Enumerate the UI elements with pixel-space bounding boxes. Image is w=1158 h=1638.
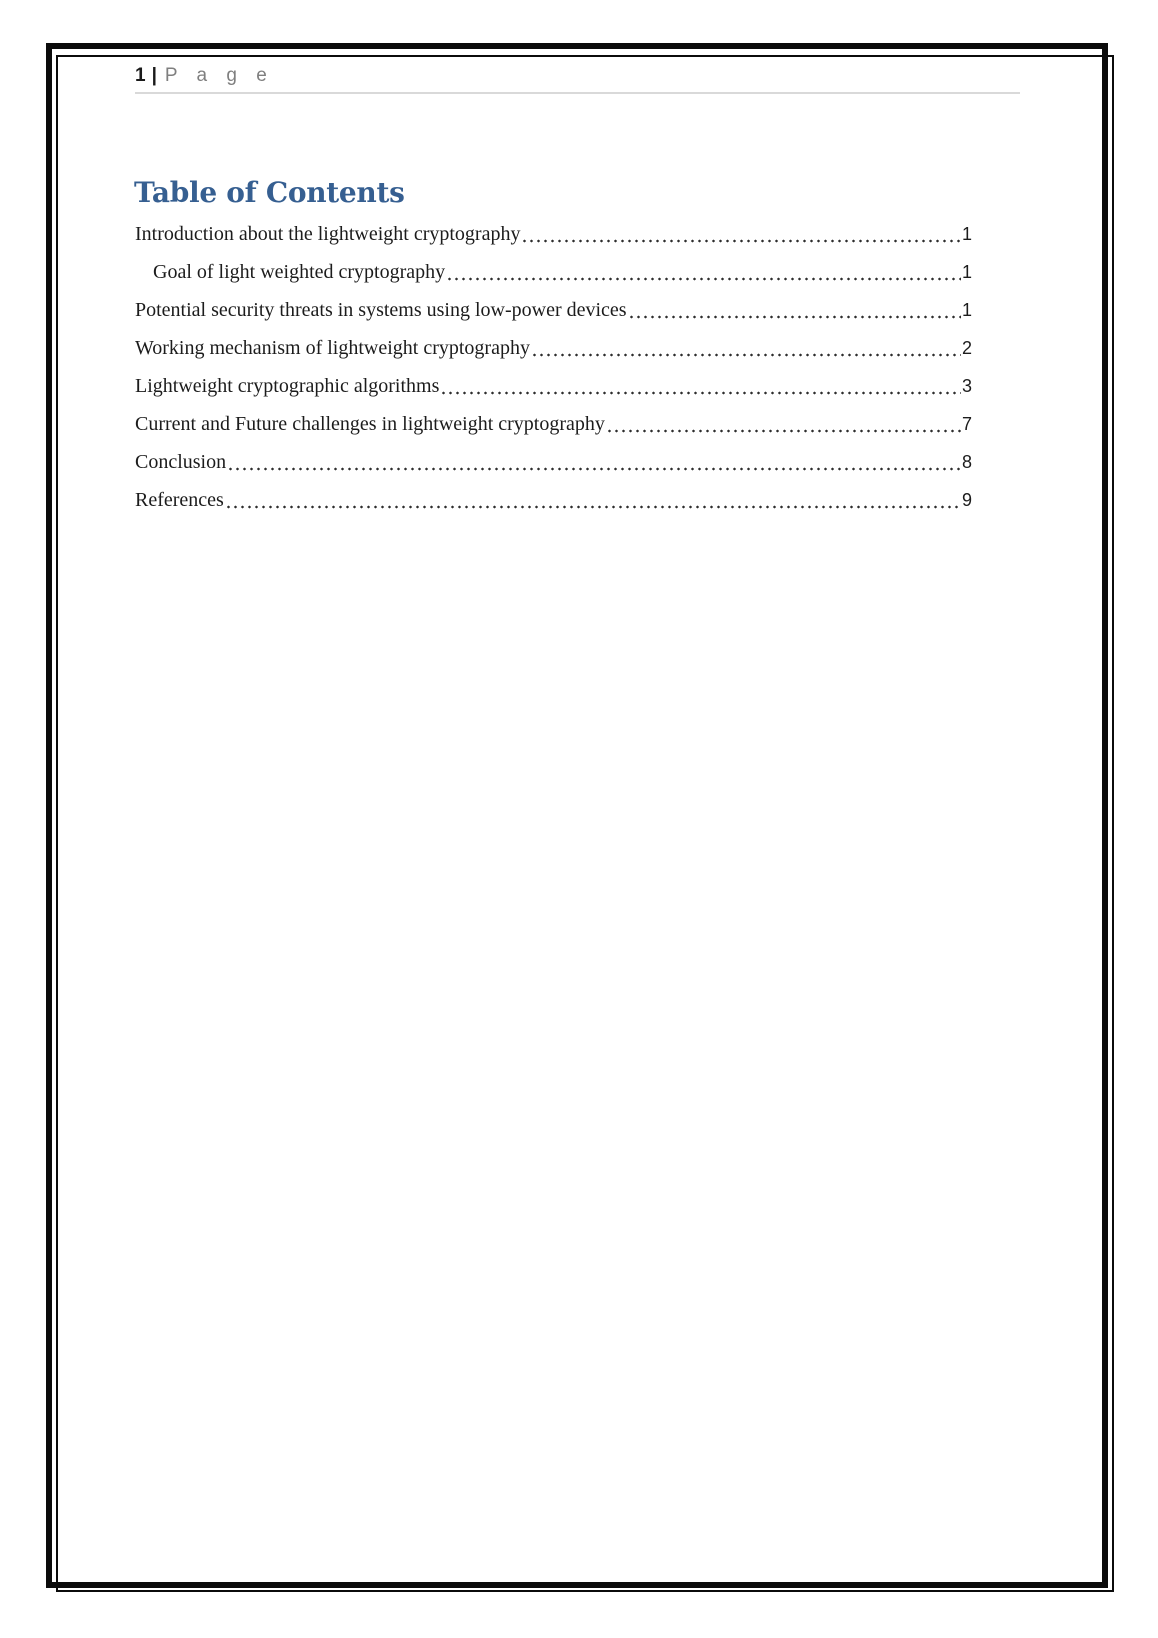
toc-entry[interactable] <box>135 412 972 436</box>
toc-entry-page: 1 <box>961 300 972 320</box>
dot-leader <box>440 374 961 398</box>
toc-entry-label: Potential security threats in systems using low-power devices <box>135 299 627 321</box>
header-page-label: P a g e <box>164 65 274 86</box>
toc-entry[interactable] <box>135 336 972 360</box>
header-page-number: 1 <box>135 65 146 86</box>
toc-title: Table of Contents <box>134 176 405 209</box>
table-of-contents <box>135 222 972 526</box>
page-header <box>135 64 1020 88</box>
toc-entry-page: 1 <box>961 224 972 244</box>
toc-entry-page: 8 <box>961 452 972 472</box>
toc-entry-page: 9 <box>961 490 972 510</box>
toc-entry-page: 7 <box>961 414 972 434</box>
toc-entry-label: Working mechanism of lightweight cryptography <box>135 337 530 359</box>
toc-entry-label: Current and Future challenges in lightweight cryptography <box>135 413 605 435</box>
header-rule <box>135 92 1020 94</box>
dot-leader <box>606 412 961 436</box>
toc-entry-page: 1 <box>961 262 972 282</box>
toc-entry-label: Lightweight cryptographic algorithms <box>135 375 440 397</box>
dot-leader <box>531 336 961 360</box>
toc-entry[interactable] <box>135 450 972 474</box>
toc-entry[interactable] <box>135 298 972 322</box>
toc-entry-label: Introduction about the lightweight cryptography <box>135 223 521 245</box>
toc-entry-label: Conclusion <box>135 451 227 473</box>
dot-leader <box>225 488 961 512</box>
toc-entry-page: 3 <box>961 376 972 396</box>
header-separator: | <box>151 65 157 86</box>
dot-leader <box>446 260 961 284</box>
toc-entry-page: 2 <box>961 338 972 358</box>
toc-entry-label: Goal of light weighted cryptography <box>153 261 446 283</box>
toc-entry[interactable] <box>135 488 972 512</box>
dot-leader <box>628 298 961 322</box>
toc-entry[interactable] <box>135 260 972 284</box>
toc-entry[interactable] <box>135 374 972 398</box>
dot-leader <box>521 222 961 246</box>
toc-entry-label: References <box>135 489 224 511</box>
dot-leader <box>227 450 961 474</box>
toc-entry[interactable] <box>135 222 972 246</box>
